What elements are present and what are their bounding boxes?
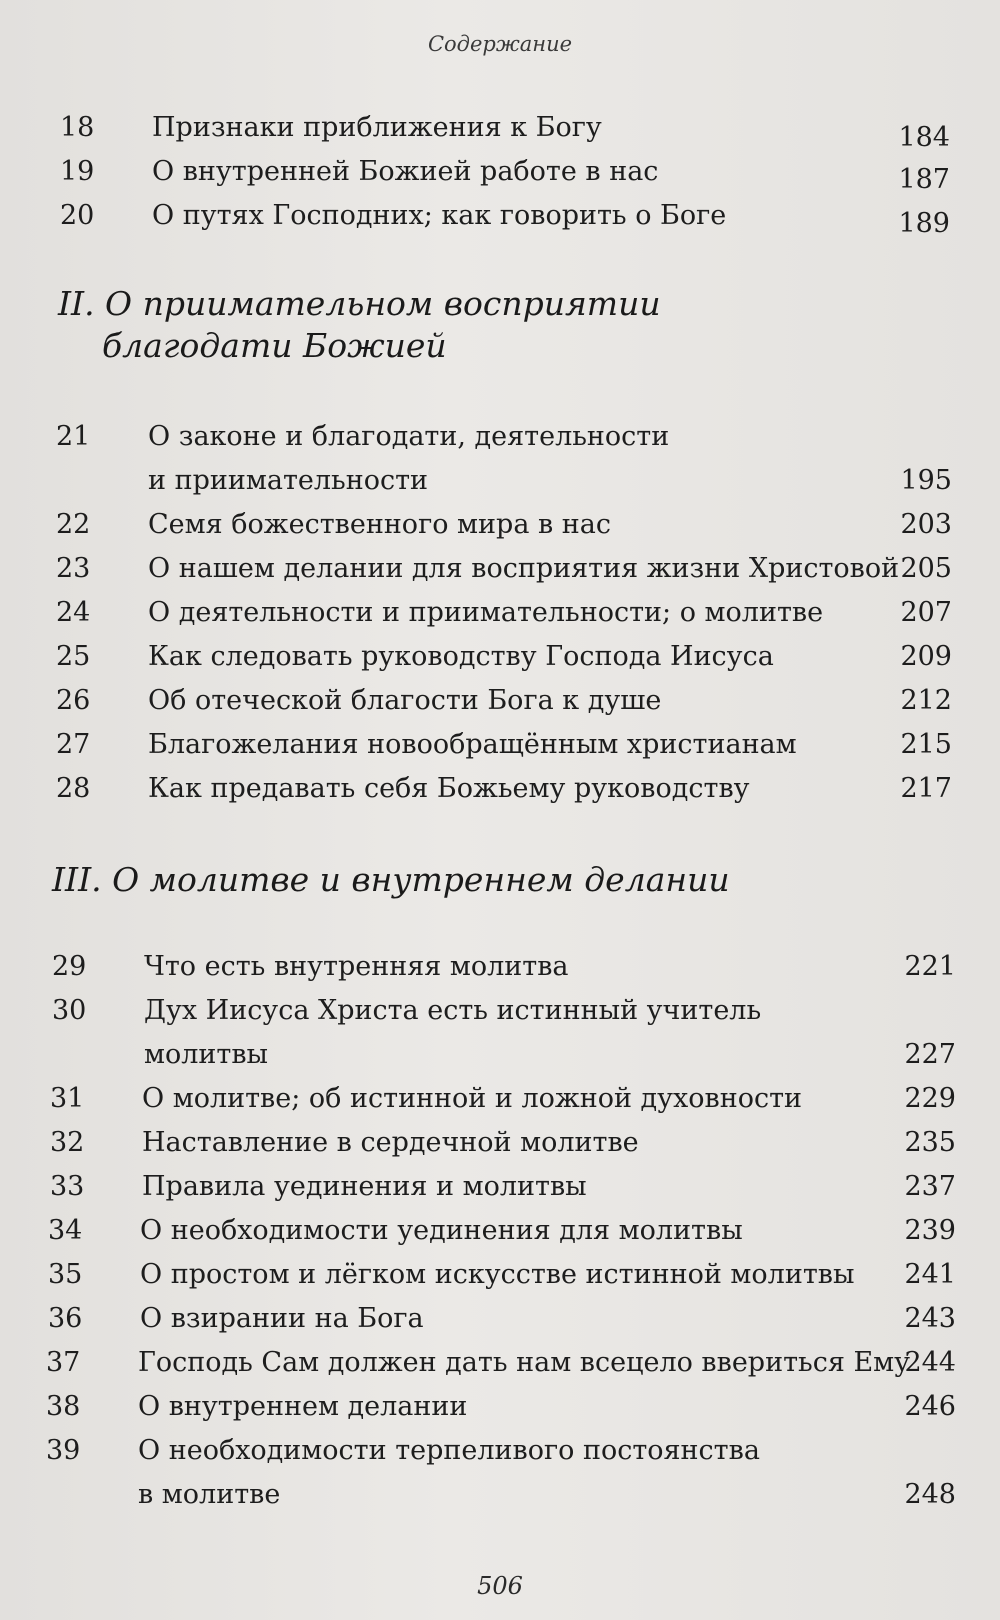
- entry-page: 187: [898, 164, 950, 195]
- entry-page: 215: [900, 729, 952, 760]
- entry-title: О внутренней Божией работе в нас: [152, 156, 659, 187]
- entry-number: 35: [48, 1259, 83, 1290]
- entry-title: Об отеческой благости Бога к душе: [148, 685, 662, 716]
- section-3-title: III. О молитве и внутреннем делании: [52, 860, 730, 899]
- entry-number: 24: [56, 597, 91, 628]
- entry-page: 235: [904, 1127, 956, 1158]
- entry-title: О взирании на Бога: [140, 1303, 424, 1334]
- entry-page: 248: [904, 1479, 956, 1510]
- entry-title: Как предавать себя Божьему руководству: [148, 773, 750, 804]
- section-2-title-line1: II. О приимательном восприятии: [58, 284, 661, 323]
- entry-title: О деятельности и приимательности; о молитве: [148, 597, 824, 628]
- entry-page: 184: [898, 122, 950, 153]
- entry-title: Семя божественного мира в нас: [148, 509, 612, 540]
- entry-page: 221: [904, 951, 956, 982]
- entry-number: 33: [50, 1171, 85, 1202]
- entry-title: Правила уединения и молитвы: [142, 1171, 587, 1202]
- entry-page: 203: [900, 509, 952, 540]
- entry-number: 18: [60, 112, 95, 143]
- entry-title: Господь Сам должен дать нам всецело ввериться Ему: [138, 1347, 911, 1378]
- entry-number: 38: [46, 1391, 81, 1422]
- entry-title-continued: в молитве: [138, 1479, 281, 1510]
- entry-page: 237: [904, 1171, 956, 1202]
- entry-title: Что есть внутренняя молитва: [144, 951, 569, 982]
- entry-title: О внутреннем делании: [138, 1391, 468, 1422]
- entry-number: 22: [56, 509, 91, 540]
- entry-number: 34: [48, 1215, 83, 1246]
- entry-page: 207: [900, 597, 952, 628]
- entry-number: 19: [60, 156, 95, 187]
- entry-title: О молитве; об истинной и ложной духовности: [142, 1083, 803, 1114]
- entry-title: Признаки приближения к Богу: [152, 112, 602, 143]
- entry-page: 195: [900, 465, 952, 496]
- entry-number: 28: [56, 773, 91, 804]
- entry-number: 36: [48, 1303, 83, 1334]
- entry-number: 37: [46, 1347, 81, 1378]
- entry-number: 30: [52, 995, 87, 1026]
- entry-title: О нашем делании для восприятия жизни Христовой: [148, 553, 900, 584]
- entry-page: 189: [898, 208, 950, 239]
- entry-number: 31: [50, 1083, 85, 1114]
- entry-title: Благожелания новообращённым христианам: [148, 729, 797, 760]
- entry-title: О необходимости терпеливого постоянства: [138, 1435, 760, 1466]
- entry-title: О законе и благодати, деятельности: [148, 421, 670, 452]
- section-2-title-line2: благодати Божией: [102, 326, 447, 365]
- entry-number: 29: [52, 951, 87, 982]
- entry-page: 244: [904, 1347, 956, 1378]
- entry-title: Наставление в сердечной молитве: [142, 1127, 639, 1158]
- entry-page: 209: [900, 641, 952, 672]
- entry-number: 20: [60, 200, 95, 231]
- entry-number: 39: [46, 1435, 81, 1466]
- entry-number: 21: [56, 421, 91, 452]
- entry-page: 246: [904, 1391, 956, 1422]
- entry-number: 26: [56, 685, 91, 716]
- entry-title: Дух Иисуса Христа есть истинный учитель: [144, 995, 762, 1026]
- entry-page: 212: [900, 685, 952, 716]
- entry-title: О необходимости уединения для молитвы: [140, 1215, 743, 1246]
- entry-title: О путях Господних; как говорить о Боге: [152, 200, 727, 231]
- entry-number: 23: [56, 553, 91, 584]
- entry-title-continued: молитвы: [144, 1039, 269, 1070]
- page-number: 506: [477, 1572, 523, 1600]
- entry-number: 32: [50, 1127, 85, 1158]
- entry-page: 227: [904, 1039, 956, 1070]
- entry-page: 217: [900, 773, 952, 804]
- entry-page: 205: [900, 553, 952, 584]
- entry-title: О простом и лёгком искусстве истинной молитвы: [140, 1259, 855, 1290]
- entry-number: 25: [56, 641, 91, 672]
- entry-page: 239: [904, 1215, 956, 1246]
- entry-title: Как следовать руководству Господа Иисуса: [148, 641, 774, 672]
- entry-title-continued: и приимательности: [148, 465, 429, 496]
- entry-page: 243: [904, 1303, 956, 1334]
- entry-number: 27: [56, 729, 91, 760]
- running-head: Содержание: [427, 32, 573, 56]
- entry-page: 241: [904, 1259, 956, 1290]
- entry-page: 229: [904, 1083, 956, 1114]
